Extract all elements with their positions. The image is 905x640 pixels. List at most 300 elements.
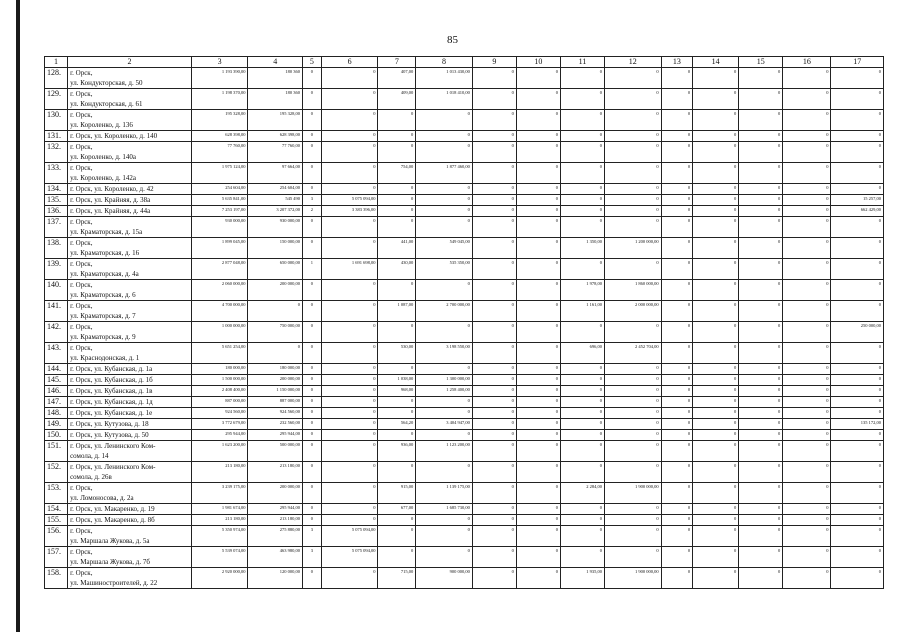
value-cell: 0 bbox=[302, 568, 321, 589]
value-cell: 200 000,00 bbox=[248, 280, 303, 301]
value-cell: 0 bbox=[472, 131, 516, 142]
value-cell: 0 bbox=[516, 142, 560, 163]
data-table bbox=[44, 56, 884, 589]
value-cell: 564,20 bbox=[378, 419, 416, 430]
value-cell: 213 180,00 bbox=[248, 515, 303, 526]
value-cell: 5 350 974,00 bbox=[191, 526, 248, 547]
address-cell bbox=[68, 397, 192, 408]
value-cell: 1 bbox=[302, 259, 321, 280]
value-cell: 0 bbox=[661, 206, 692, 217]
address-line: г. Орск, bbox=[70, 484, 93, 492]
value-cell: 0 bbox=[560, 68, 604, 89]
value-cell: 0 bbox=[783, 515, 831, 526]
value-cell: 0 bbox=[248, 343, 303, 364]
value-cell: 5 075 094,00 bbox=[321, 195, 378, 206]
value-cell: 1 038,00 bbox=[378, 375, 416, 386]
address-cell bbox=[68, 89, 192, 110]
value-cell: 0 bbox=[693, 515, 739, 526]
address-line: ул. Короленко, д. 140а bbox=[70, 153, 137, 161]
value-cell: 0 bbox=[416, 142, 473, 163]
value-cell: 0 bbox=[321, 110, 378, 131]
column-header: 14 bbox=[693, 57, 739, 68]
page-margin-bar bbox=[16, 0, 20, 632]
value-cell: 0 bbox=[604, 131, 661, 142]
value-cell: 1 900 000,00 bbox=[604, 483, 661, 504]
value-cell: 0 bbox=[516, 441, 560, 462]
address-cell bbox=[68, 322, 192, 343]
value-cell: 915,00 bbox=[378, 483, 416, 504]
value-cell: 0 bbox=[693, 483, 739, 504]
address-line: г. Орск, ул. Кубанская, д. 1е bbox=[70, 409, 153, 417]
row-number: 136. bbox=[45, 206, 68, 217]
value-cell: 0 bbox=[321, 322, 378, 343]
table-row bbox=[45, 397, 884, 408]
value-cell: 500 000,00 bbox=[248, 441, 303, 462]
value-cell: 930 000,00 bbox=[248, 217, 303, 238]
value-cell: 0 bbox=[783, 408, 831, 419]
column-header: 3 bbox=[191, 57, 248, 68]
value-cell: 0 bbox=[378, 526, 416, 547]
value-cell: 0 bbox=[472, 364, 516, 375]
value-cell: 0 bbox=[831, 68, 884, 89]
value-cell: 0 bbox=[472, 419, 516, 430]
value-cell: 0 bbox=[378, 430, 416, 441]
table-row bbox=[45, 206, 884, 217]
value-cell: 213 180,00 bbox=[248, 462, 303, 483]
value-cell: 0 bbox=[321, 441, 378, 462]
value-cell: 0 bbox=[378, 184, 416, 195]
value-cell: 549 045,00 bbox=[416, 238, 473, 259]
value-cell: 0 bbox=[783, 504, 831, 515]
address-cell bbox=[68, 280, 192, 301]
value-cell: 0 bbox=[739, 419, 783, 430]
value-cell: 0 bbox=[416, 397, 473, 408]
value-cell: 0 bbox=[661, 408, 692, 419]
value-cell: 0 bbox=[472, 142, 516, 163]
value-cell: 0 bbox=[604, 206, 661, 217]
value-cell: 295 944,00 bbox=[248, 430, 303, 441]
row-number: 155. bbox=[45, 515, 68, 526]
value-cell: 0 bbox=[693, 259, 739, 280]
value-cell: 1 900 000,00 bbox=[604, 568, 661, 589]
value-cell: 696,00 bbox=[560, 343, 604, 364]
value-cell: 0 bbox=[516, 217, 560, 238]
table-row bbox=[45, 343, 884, 364]
value-cell: 0 bbox=[516, 430, 560, 441]
value-cell: 0 bbox=[783, 280, 831, 301]
value-cell: 0 bbox=[739, 515, 783, 526]
value-cell: 0 bbox=[472, 397, 516, 408]
value-cell: 1 258 400,00 bbox=[416, 386, 473, 397]
address-line: г. Орск, bbox=[70, 90, 93, 98]
row-number: 132. bbox=[45, 142, 68, 163]
address-cell bbox=[68, 217, 192, 238]
value-cell: 5 651 254,00 bbox=[191, 343, 248, 364]
column-header: 13 bbox=[661, 57, 692, 68]
table-row bbox=[45, 238, 884, 259]
value-cell: 254 604,00 bbox=[248, 184, 303, 195]
address-cell bbox=[68, 206, 192, 217]
value-cell: 0 bbox=[783, 301, 831, 322]
value-cell: 0 bbox=[302, 301, 321, 322]
value-cell: 0 bbox=[693, 441, 739, 462]
value-cell: 3 198 550,00 bbox=[416, 343, 473, 364]
value-cell: 0 bbox=[416, 462, 473, 483]
value-cell: 0 bbox=[378, 515, 416, 526]
value-cell: 0 bbox=[604, 441, 661, 462]
value-cell: 0 bbox=[693, 280, 739, 301]
value-cell: 0 bbox=[739, 504, 783, 515]
value-cell: 0 bbox=[560, 419, 604, 430]
address-line: г. Орск, ул. Кутузова, д. 50 bbox=[70, 431, 149, 439]
value-cell: 1 200 000,00 bbox=[604, 238, 661, 259]
address-cell bbox=[68, 408, 192, 419]
value-cell: 0 bbox=[661, 322, 692, 343]
value-cell: 3 383 396,00 bbox=[321, 206, 378, 217]
table-row bbox=[45, 195, 884, 206]
value-cell: 0 bbox=[739, 301, 783, 322]
value-cell: 200 000,00 bbox=[248, 375, 303, 386]
value-cell: 0 bbox=[693, 131, 739, 142]
value-cell: 0 bbox=[560, 259, 604, 280]
value-cell: 0 bbox=[516, 89, 560, 110]
value-cell: 0 bbox=[321, 301, 378, 322]
address-line: сомола, д. 26в bbox=[70, 473, 112, 481]
value-cell: 213 180,00 bbox=[191, 462, 248, 483]
value-cell: 3 404 947,00 bbox=[416, 419, 473, 430]
value-cell: 0 bbox=[302, 131, 321, 142]
value-cell: 0 bbox=[693, 322, 739, 343]
address-line: ул. Краматорская, д. 15а bbox=[70, 228, 143, 236]
value-cell: 0 bbox=[783, 163, 831, 184]
row-number: 156. bbox=[45, 526, 68, 547]
address-line: г. Орск, bbox=[70, 69, 93, 77]
address-line: г. Орск, ул. Крайняя, д. 38а bbox=[70, 196, 151, 204]
value-cell: 0 bbox=[560, 526, 604, 547]
value-cell: 0 bbox=[416, 195, 473, 206]
value-cell: 628 398,00 bbox=[248, 131, 303, 142]
value-cell: 0 bbox=[472, 110, 516, 131]
value-cell: 936,00 bbox=[378, 441, 416, 462]
address-line: г. Орск, bbox=[70, 111, 93, 119]
value-cell: 0 bbox=[321, 375, 378, 386]
value-cell: 0 bbox=[831, 375, 884, 386]
value-cell: 0 bbox=[472, 408, 516, 419]
value-cell: 1 685 730,00 bbox=[416, 504, 473, 515]
value-cell: 0 bbox=[302, 280, 321, 301]
value-cell: 0 bbox=[302, 375, 321, 386]
column-header: 16 bbox=[783, 57, 831, 68]
value-cell: 0 bbox=[831, 483, 884, 504]
value-cell: 0 bbox=[739, 462, 783, 483]
table-row bbox=[45, 462, 884, 483]
value-cell: 0 bbox=[416, 364, 473, 375]
value-cell: 0 bbox=[831, 504, 884, 515]
value-cell: 295 944,00 bbox=[248, 504, 303, 515]
value-cell: 0 bbox=[739, 430, 783, 441]
address-cell bbox=[68, 419, 192, 430]
row-number: 134. bbox=[45, 184, 68, 195]
row-number: 151. bbox=[45, 441, 68, 462]
value-cell: 0 bbox=[693, 68, 739, 89]
value-cell: 2 920 000,00 bbox=[191, 568, 248, 589]
value-cell: 930 000,00 bbox=[191, 217, 248, 238]
value-cell: 0 bbox=[560, 322, 604, 343]
value-cell: 0 bbox=[416, 206, 473, 217]
value-cell: 150 000,00 bbox=[248, 238, 303, 259]
row-number: 135. bbox=[45, 195, 68, 206]
address-cell bbox=[68, 195, 192, 206]
value-cell: 0 bbox=[378, 462, 416, 483]
value-cell: 0 bbox=[693, 301, 739, 322]
value-cell: 0 bbox=[321, 397, 378, 408]
value-cell: 0 bbox=[516, 504, 560, 515]
value-cell: 0 bbox=[321, 343, 378, 364]
table-row bbox=[45, 217, 884, 238]
value-cell: 0 bbox=[302, 364, 321, 375]
table-row bbox=[45, 322, 884, 343]
address-line: ул. Краматорская, д. 4а bbox=[70, 270, 139, 278]
value-cell: 0 bbox=[321, 430, 378, 441]
column-header: 12 bbox=[604, 57, 661, 68]
value-cell: 0 bbox=[604, 526, 661, 547]
value-cell: 0 bbox=[472, 526, 516, 547]
value-cell: 3 bbox=[302, 526, 321, 547]
value-cell: 0 bbox=[416, 515, 473, 526]
value-cell: 0 bbox=[693, 206, 739, 217]
value-cell: 1 193 390,00 bbox=[191, 68, 248, 89]
value-cell: 0 bbox=[693, 419, 739, 430]
value-cell: 650 000,00 bbox=[248, 259, 303, 280]
value-cell: 0 bbox=[321, 515, 378, 526]
value-cell: 0 bbox=[831, 184, 884, 195]
table-row bbox=[45, 184, 884, 195]
value-cell: 0 bbox=[321, 462, 378, 483]
value-cell: 0 bbox=[831, 441, 884, 462]
value-cell: 1 877 460,00 bbox=[416, 163, 473, 184]
value-cell: 0 bbox=[831, 259, 884, 280]
address-line: г. Орск, bbox=[70, 239, 93, 247]
value-cell: 0 bbox=[472, 462, 516, 483]
value-cell: 0 bbox=[516, 280, 560, 301]
value-cell: 0 bbox=[661, 68, 692, 89]
value-cell: 0 bbox=[416, 110, 473, 131]
value-cell: 0 bbox=[472, 430, 516, 441]
value-cell: 3 239 175,00 bbox=[191, 483, 248, 504]
value-cell: 0 bbox=[472, 322, 516, 343]
value-cell: 0 bbox=[560, 386, 604, 397]
value-cell: 2 700 000,00 bbox=[416, 301, 473, 322]
value-cell: 0 bbox=[472, 515, 516, 526]
table-row bbox=[45, 163, 884, 184]
table-row bbox=[45, 280, 884, 301]
value-cell: 0 bbox=[472, 568, 516, 589]
table-row bbox=[45, 110, 884, 131]
value-cell: 407,00 bbox=[378, 68, 416, 89]
value-cell: 0 bbox=[560, 504, 604, 515]
row-number: 138. bbox=[45, 238, 68, 259]
value-cell: 0 bbox=[739, 526, 783, 547]
value-cell: 0 bbox=[739, 217, 783, 238]
value-cell: 0 bbox=[516, 515, 560, 526]
address-line: г. Орск, ул. Макаренко, д. 8б bbox=[70, 516, 155, 524]
address-cell bbox=[68, 142, 192, 163]
value-cell: 5 635 841,00 bbox=[191, 195, 248, 206]
value-cell: 1 150 000,00 bbox=[248, 386, 303, 397]
address-line: г. Орск, bbox=[70, 218, 93, 226]
value-cell: 0 bbox=[661, 184, 692, 195]
address-cell bbox=[68, 375, 192, 386]
value-cell: 2 877 048,00 bbox=[191, 259, 248, 280]
value-cell: 0 bbox=[516, 259, 560, 280]
column-header: 4 bbox=[248, 57, 303, 68]
value-cell: 0 bbox=[739, 568, 783, 589]
value-cell: 0 bbox=[604, 419, 661, 430]
value-cell: 0 bbox=[661, 504, 692, 515]
value-cell: 0 bbox=[321, 280, 378, 301]
table-row bbox=[45, 301, 884, 322]
table-row bbox=[45, 430, 884, 441]
value-cell: 0 bbox=[416, 131, 473, 142]
address-cell bbox=[68, 110, 192, 131]
address-line: г. Орск, bbox=[70, 302, 93, 310]
value-cell: 0 bbox=[516, 408, 560, 419]
value-cell: 295 944,00 bbox=[191, 430, 248, 441]
value-cell: 0 bbox=[416, 430, 473, 441]
value-cell: 0 bbox=[560, 142, 604, 163]
value-cell: 0 bbox=[831, 397, 884, 408]
row-number: 150. bbox=[45, 430, 68, 441]
value-cell: 0 bbox=[516, 547, 560, 568]
value-cell: 887 000,00 bbox=[248, 397, 303, 408]
value-cell: 0 bbox=[604, 515, 661, 526]
table-row bbox=[45, 386, 884, 397]
value-cell: 0 bbox=[831, 386, 884, 397]
value-cell: 0 bbox=[472, 483, 516, 504]
value-cell: 0 bbox=[661, 430, 692, 441]
value-cell: 628 398,00 bbox=[191, 131, 248, 142]
address-line: г. Орск, bbox=[70, 281, 93, 289]
value-cell: 0 bbox=[661, 568, 692, 589]
value-cell: 0 bbox=[693, 217, 739, 238]
table-row bbox=[45, 131, 884, 142]
value-cell: 0 bbox=[302, 68, 321, 89]
value-cell: 15 257,00 bbox=[831, 195, 884, 206]
value-cell: 0 bbox=[321, 386, 378, 397]
value-cell: 1 975 124,00 bbox=[191, 163, 248, 184]
value-cell: 0 bbox=[783, 364, 831, 375]
value-cell: 0 bbox=[739, 322, 783, 343]
address-cell bbox=[68, 430, 192, 441]
address-cell bbox=[68, 462, 192, 483]
value-cell: 0 bbox=[661, 483, 692, 504]
value-cell: 0 bbox=[302, 163, 321, 184]
value-cell: 0 bbox=[560, 462, 604, 483]
table-row bbox=[45, 89, 884, 110]
value-cell: 0 bbox=[661, 131, 692, 142]
value-cell: 0 bbox=[321, 68, 378, 89]
address-cell bbox=[68, 184, 192, 195]
column-header: 9 bbox=[472, 57, 516, 68]
column-header: 17 bbox=[831, 57, 884, 68]
value-cell: 0 bbox=[604, 142, 661, 163]
value-cell: 0 bbox=[516, 386, 560, 397]
value-cell: 0 bbox=[739, 195, 783, 206]
value-cell: 250 000,00 bbox=[831, 322, 884, 343]
page-number: 85 bbox=[447, 34, 458, 46]
value-cell: 3 bbox=[302, 195, 321, 206]
value-cell: 0 bbox=[416, 547, 473, 568]
address-line: г. Орск, ул. Кубанская, д. 1б bbox=[70, 376, 153, 384]
value-cell: 0 bbox=[783, 131, 831, 142]
row-number: 143. bbox=[45, 343, 68, 364]
value-cell: 0 bbox=[516, 110, 560, 131]
value-cell: 0 bbox=[661, 259, 692, 280]
value-cell: 0 bbox=[831, 526, 884, 547]
column-header: 8 bbox=[416, 57, 473, 68]
address-cell bbox=[68, 483, 192, 504]
value-cell: 0 bbox=[783, 343, 831, 364]
value-cell: 0 bbox=[693, 462, 739, 483]
column-header: 15 bbox=[739, 57, 783, 68]
value-cell: 1 198 370,00 bbox=[191, 89, 248, 110]
value-cell: 232 560,00 bbox=[248, 419, 303, 430]
value-cell: 887 000,00 bbox=[191, 397, 248, 408]
address-cell bbox=[68, 131, 192, 142]
value-cell: 0 bbox=[693, 195, 739, 206]
value-cell: 0 bbox=[302, 343, 321, 364]
value-cell: 0 bbox=[693, 568, 739, 589]
value-cell: 0 bbox=[472, 547, 516, 568]
row-number: 131. bbox=[45, 131, 68, 142]
column-header: 1 bbox=[45, 57, 68, 68]
row-number: 146. bbox=[45, 386, 68, 397]
value-cell: 0 bbox=[416, 217, 473, 238]
row-number: 154. bbox=[45, 504, 68, 515]
value-cell: 1 691 698,00 bbox=[321, 259, 378, 280]
table-row bbox=[45, 526, 884, 547]
value-cell: 0 bbox=[831, 408, 884, 419]
value-cell: 0 bbox=[661, 364, 692, 375]
value-cell: 0 bbox=[604, 386, 661, 397]
value-cell: 0 bbox=[604, 217, 661, 238]
value-cell: 5 075 094,00 bbox=[321, 526, 378, 547]
value-cell: 0 bbox=[321, 131, 378, 142]
value-cell: 0 bbox=[378, 195, 416, 206]
value-cell: 0 bbox=[739, 280, 783, 301]
value-cell: 0 bbox=[693, 110, 739, 131]
value-cell: 135 172,00 bbox=[831, 419, 884, 430]
value-cell: 5 075 094,00 bbox=[321, 547, 378, 568]
value-cell: 0 bbox=[604, 259, 661, 280]
value-cell: 0 bbox=[560, 430, 604, 441]
value-cell: 0 bbox=[472, 68, 516, 89]
column-header: 5 bbox=[302, 57, 321, 68]
column-header: 2 bbox=[68, 57, 192, 68]
value-cell: 0 bbox=[416, 526, 473, 547]
value-cell: 530,00 bbox=[378, 343, 416, 364]
value-cell: 0 bbox=[661, 515, 692, 526]
value-cell: 3 772 679,00 bbox=[191, 419, 248, 430]
value-cell: 0 bbox=[739, 386, 783, 397]
value-cell: 0 bbox=[693, 408, 739, 419]
value-cell: 0 bbox=[472, 206, 516, 217]
value-cell: 535 350,00 bbox=[416, 259, 473, 280]
address-line: г. Орск, ул. Ленинского Ком- bbox=[70, 463, 156, 471]
value-cell: 0 bbox=[302, 386, 321, 397]
address-line: г. Орск, bbox=[70, 164, 93, 172]
value-cell: 0 bbox=[783, 397, 831, 408]
